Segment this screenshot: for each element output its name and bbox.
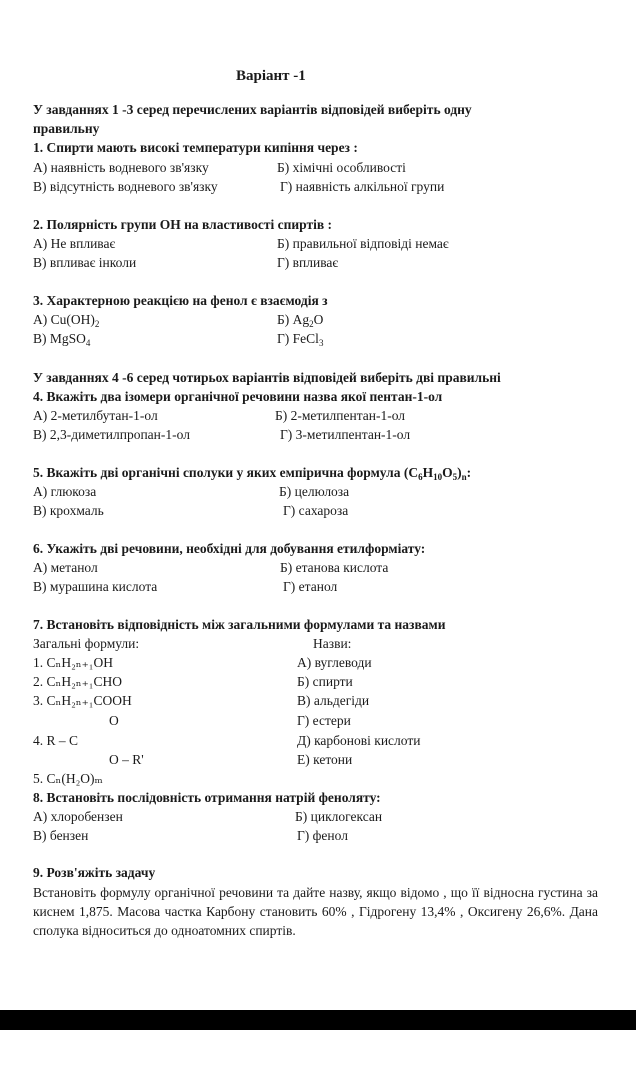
q7-name-b: Б) спирти (297, 674, 353, 689)
q1-option-a: А) наявність водневого зв'язку (33, 160, 209, 175)
q7-right-header: Назви: (313, 636, 352, 651)
q2-option-b: Б) правильної відповіді немає (277, 236, 449, 251)
q7-formula-2: 2. CₙH₂ₙ₊₁CHO (33, 674, 122, 689)
q7-left-header: Загальні формули: (33, 636, 140, 651)
question-7: 7. Встановіть відповідність між загальними формулами та назвами (33, 617, 446, 632)
instructions-1-cont: правильну (33, 121, 100, 136)
question-4: 4. Вкажіть два ізомери органічної речовини назва якої пентан-1-ол (33, 389, 443, 404)
q4-option-a: А) 2-метилбутан-1-ол (33, 408, 158, 423)
question-3: 3. Характерною реакцією на фенол є взаємодія з (33, 293, 328, 308)
q3-option-d: Г) FeCl$_3$ (277, 331, 324, 348)
q7-formula-4-oxygen: O (109, 713, 119, 728)
q1-option-c: В) відсутність водневого зв'язку (33, 179, 218, 194)
q7-name-d: Г) естери (297, 713, 351, 728)
q8-option-b: Б) циклогексан (295, 809, 383, 824)
q4-option-c: В) 2,3-диметилпропан-1-ол (33, 427, 190, 442)
question-1: 1. Спирти мають високі температури кипіння через : (33, 140, 358, 155)
q4-option-b: Б) 2-метилпентан-1-ол (275, 408, 406, 423)
q5-option-b: Б) целюлоза (279, 484, 350, 499)
q4-option-d: Г) 3-метилпентан-1-ол (280, 427, 411, 442)
bottom-margin (0, 1030, 636, 1088)
q5-option-c: В) крохмаль (33, 503, 104, 518)
q2-option-c: В) впливає інколи (33, 255, 137, 270)
q7-formula-1: 1. CₙH₂ₙ₊₁OH (33, 655, 113, 670)
question-6: 6. Укажіть дві речовини, необхідні для добування етилформіату: (33, 541, 426, 556)
q7-name-a: А) вуглеводи (297, 655, 372, 670)
q7-formula-4: 4. R – C (33, 733, 79, 748)
q3-option-b: Б) $Ag_2O$ (277, 312, 324, 329)
instructions-2: У завданнях 4 -6 серед чотирьох варіантів відповідей виберіть дві правильні (33, 370, 501, 385)
q7-name-c: В) альдегіди (297, 693, 370, 708)
q7-name-e: Д) карбонові кислоти (297, 733, 421, 748)
question-8: 8. Встановіть послідовність отримання натрій феноляту: (33, 790, 381, 805)
q8-option-d: Г) фенол (297, 828, 348, 843)
q1-option-b: Б) хімічні особливості (277, 160, 406, 175)
q1-option-d: Г) наявність алкільної групи (280, 179, 445, 194)
question-2: 2. Полярність групи ОН на властивості спиртів : (33, 217, 333, 232)
q7-name-f: Е) кетони (297, 752, 353, 767)
q8-option-a: А) хлоробензен (33, 809, 123, 824)
question-9: 9. Розв'яжіть задачу (33, 865, 156, 880)
q6-option-d: Г) етанол (283, 579, 338, 594)
question-5: 5. Вкажіть дві органічні сполуки у яких емпірична формула $(C_6H_{10}O_5)_n$: (33, 465, 472, 482)
q8-option-c: В) бензен (33, 828, 89, 843)
instructions-1: У завданнях 1 -3 серед перечислених варіантів відповідей виберіть одну (33, 102, 472, 117)
q7-formula-5: 5. Cₙ(H₂O)ₘ (33, 771, 103, 786)
q5-option-a: А) глюкоза (33, 484, 97, 499)
q6-option-a: А) метанол (33, 560, 98, 575)
q3-option-c: В) MgSO$_4$ (33, 331, 91, 348)
question-9-body: Встановіть формулу органічної речовини та дайте назву, якщо відомо , що її відносна густина за киснем 1,875. Масова частка Карбону становить 60% , Гідрогену 13,4% , Оксигену 26,6%. Дана сполука відноситься до одноатомних спиртів. (33, 885, 598, 938)
q5-option-d: Г) сахароза (283, 503, 349, 518)
q6-option-c: В) мурашина кислота (33, 579, 158, 594)
q7-formula-4-ester: O – R' (109, 752, 144, 767)
q7-formula-3: 3. CₙH₂ₙ₊₁COOH (33, 693, 132, 708)
q2-option-d: Г) впливає (277, 255, 339, 270)
q2-option-a: А) Не впливає (33, 236, 116, 251)
q3-option-a: А) $Cu(OH)_2$ (33, 312, 100, 329)
q6-option-b: Б) етанова кислота (280, 560, 389, 575)
variant-title: Варіант -1 (236, 68, 306, 84)
bottom-black-bar (0, 1010, 636, 1030)
